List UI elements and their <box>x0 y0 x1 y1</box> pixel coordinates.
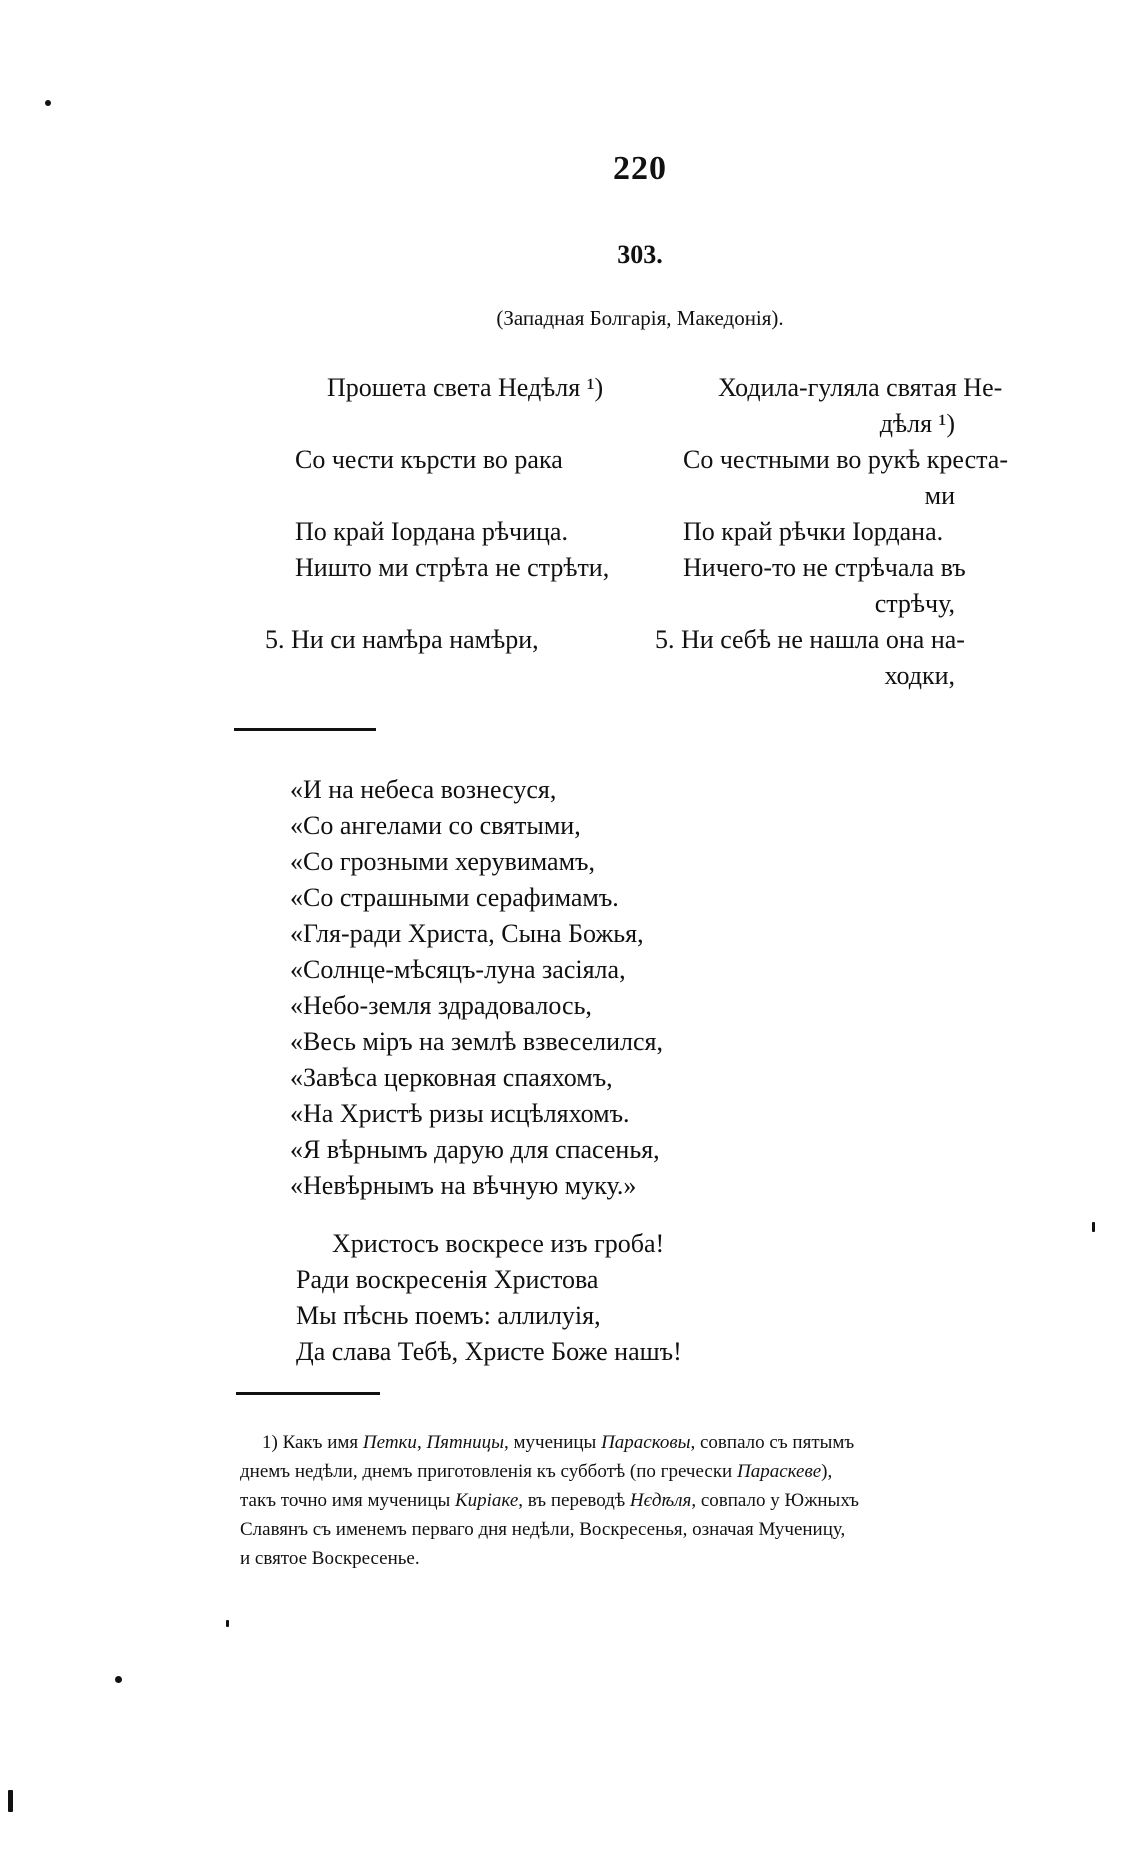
right-line-2-cont: ми <box>924 481 955 510</box>
refrain-line: Да слава Тебѣ, Христе Боже нашъ! <box>296 1337 682 1366</box>
scan-mark <box>8 1790 13 1812</box>
footnote-line: Славянъ съ именемъ перваго дня недѣли, Воскресенья, означая Мученицу, <box>240 1519 846 1540</box>
footnote-divider <box>236 1392 380 1395</box>
footnote-italic: Киріаке <box>455 1490 519 1511</box>
verse-line: «Со ангелами со святыми, <box>290 811 581 840</box>
verse-block <box>290 772 663 1204</box>
footnote-text: 1) Какъ имя <box>262 1432 363 1453</box>
song-number: 303. <box>617 240 663 269</box>
footnote-line <box>240 1428 859 1457</box>
right-line-4: Ничего-то не стрѣчала въ <box>683 553 966 582</box>
verse-line: «На Христѣ ризы исцѣляхомъ. <box>290 1099 630 1128</box>
right-line-3: По край рѣчки Іордана. <box>683 517 944 546</box>
refrain-line: Ради воскресенія Христова <box>296 1265 599 1294</box>
footnote-text: , совпало у Южныхъ <box>691 1490 859 1511</box>
footnote-text: днемъ недѣли, днемъ приготовленія къ субботѣ (по гречески <box>240 1461 737 1482</box>
right-line-1: Ходила-гуляла святая Не- <box>718 373 1003 402</box>
footnote <box>240 1428 859 1573</box>
scan-speck <box>226 1620 229 1627</box>
right-line-5-cont: ходки, <box>884 661 955 690</box>
footnote-italic: Нєдѣля <box>629 1490 692 1511</box>
footnote-text: такъ точно имя мученицы <box>240 1490 456 1511</box>
footnote-text: , въ переводѣ <box>518 1490 630 1511</box>
region-subtitle: (Западная Болгарія, Македонія). <box>496 306 784 330</box>
footnote-line <box>240 1457 859 1486</box>
footnote-text: , мученицы <box>504 1432 602 1453</box>
footnote-text: , совпало съ пятымъ <box>690 1432 855 1453</box>
verse-line: «Солнце-мѣсяцъ-луна засіяла, <box>290 955 626 984</box>
verse-line: «Завѣса церковная спаяхомъ, <box>290 1063 613 1092</box>
verse-line: «Невѣрнымъ на вѣчную муку.» <box>290 1171 637 1200</box>
footnote-text: ), <box>821 1461 833 1482</box>
right-line-5: 5. Ни себѣ не нашла она на- <box>655 625 965 654</box>
footnote-italic: Параскеве <box>736 1461 822 1482</box>
footnote-italic: Петки <box>362 1432 417 1453</box>
scan-speck <box>1092 1222 1095 1232</box>
refrain-block <box>296 1226 682 1370</box>
section-divider <box>234 728 376 731</box>
verse-line: «Весь міръ на землѣ взвеселился, <box>290 1027 663 1056</box>
scan-speck <box>115 1676 122 1683</box>
page-number: 220 <box>613 150 667 187</box>
left-line-4: Ништо ми стрѣта не стрѣти, <box>295 553 610 582</box>
left-line-1: Прошета света Недѣля ¹) <box>327 373 604 402</box>
footnote-text: , <box>416 1432 427 1453</box>
verse-line: «Небо-земля здрадовалось, <box>290 991 592 1020</box>
left-line-2: Со чести кърсти во рака <box>295 445 563 474</box>
verse-line: «И на небеса вознесуся, <box>290 775 557 804</box>
left-line-5: 5. Ни си намѣра намѣри, <box>265 625 539 654</box>
scan-speck <box>45 100 51 106</box>
footnote-italic: Парасковы <box>601 1432 691 1453</box>
verse-line: «Со страшными серафимамъ. <box>290 883 619 912</box>
footnote-italic: Пятницы <box>426 1432 505 1453</box>
verse-line: «Со грозными херувимамъ, <box>290 847 595 876</box>
footnote-line <box>240 1486 859 1515</box>
footnote-line: и святое Воскресенье. <box>240 1548 420 1569</box>
left-line-3: По край Іордана рѣчица. <box>295 517 568 546</box>
verse-line: «Гля-ради Христа, Сына Божья, <box>290 919 644 948</box>
verse-line: «Я вѣрнымъ дарую для спасенья, <box>290 1135 660 1164</box>
refrain-line: Мы пѣснь поемъ: аллилуія, <box>296 1301 601 1330</box>
right-line-1-cont: дѣля ¹) <box>879 409 955 438</box>
right-line-2: Со честными во рукѣ креста- <box>683 445 1008 474</box>
right-line-4-cont: стрѣчу, <box>874 589 955 618</box>
refrain-line: Христосъ воскресе изъ гроба! <box>332 1229 665 1258</box>
